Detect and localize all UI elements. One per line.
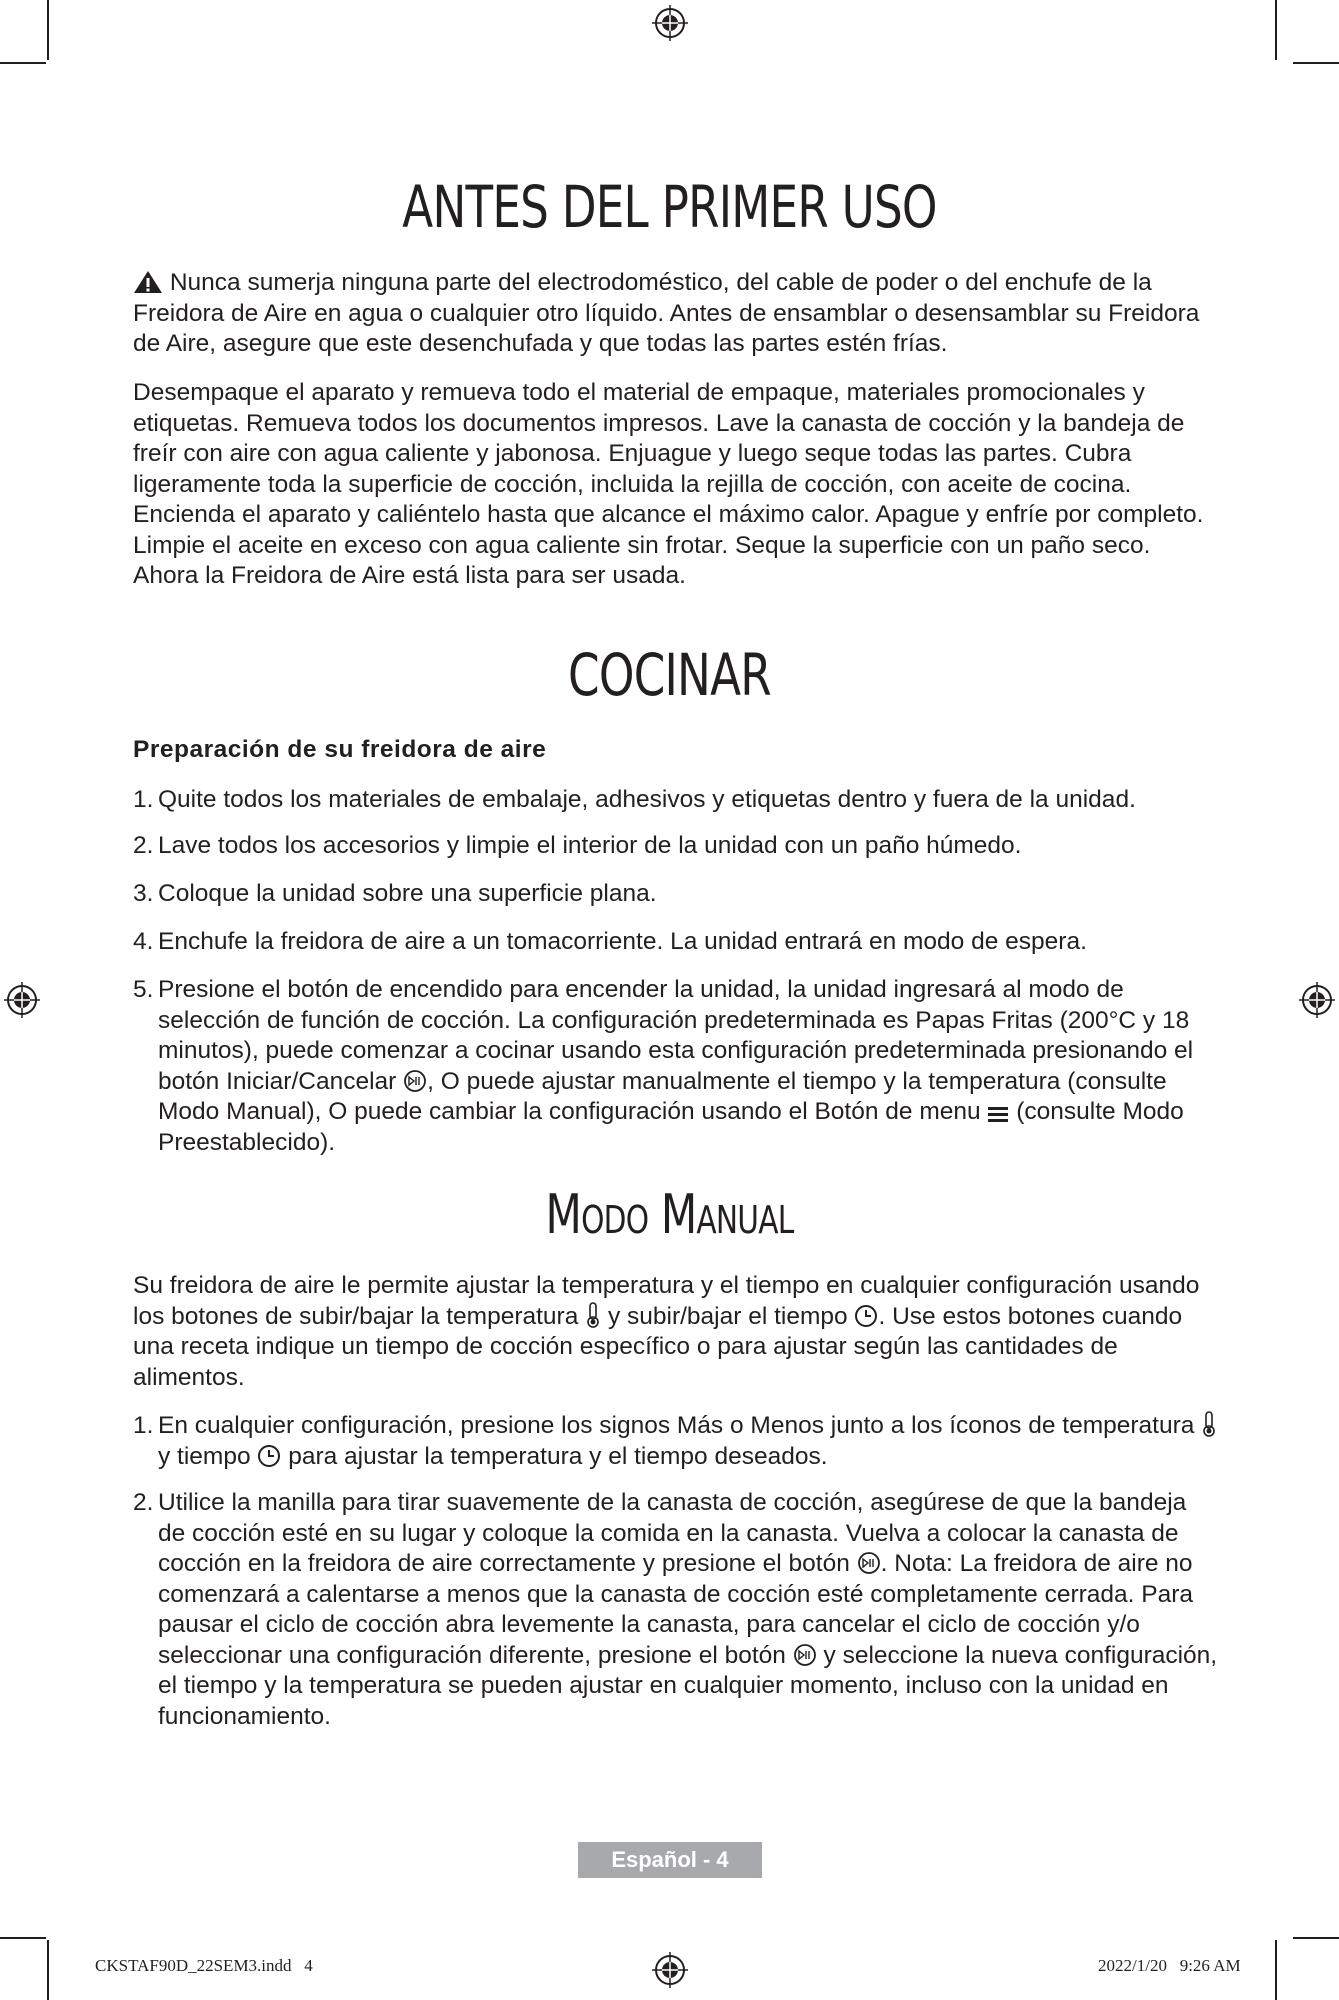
step-text: Quite todos los materiales de embalaje, adhesivos y etiquetas dentro y fuera de la unidad. <box>158 786 1136 813</box>
step-text: , O puede ajustar manualmente el tiempo y la temperatura (consulte Modo Manual), O puede cambiar la configuración usando el Botón de menu <box>158 1067 1167 1125</box>
manual-intro-text: y subir/bajar el tiempo <box>607 1302 848 1330</box>
clock-icon <box>854 1304 878 1328</box>
warning-paragraph <box>133 268 1213 360</box>
crop-mark <box>47 1940 49 2000</box>
start-cancel-icon <box>793 1643 817 1667</box>
page-number-badge: Español - 4 <box>578 1842 762 1878</box>
registration-mark-icon <box>1297 980 1337 1020</box>
step-text: Enchufe la freidora de aire a un tomacorriente. La unidad entrará en modo de espera. <box>158 928 1087 955</box>
warning-text: Nunca sumerja ninguna parte del electrodoméstico, del cable de poder o del enchufe de la Freidora de Aire en agua o cualquier otro líquido. Antes de ensamblar o desensamblar su Freidora de Aire, asegure que este desenchufada y que todas las partes estén frías. <box>133 269 1200 357</box>
prep-step <box>133 975 1218 1158</box>
step-number: 2. <box>133 832 154 859</box>
prep-step <box>133 879 1218 910</box>
prep-step <box>133 927 1218 958</box>
prep-step <box>133 831 1218 862</box>
menu-icon <box>987 1105 1009 1123</box>
crop-mark <box>0 1937 46 1939</box>
step-text: En cualquier configuración, presione los signos Más o Menos junto a los íconos de temperatura <box>158 1412 1195 1439</box>
manual-intro-paragraph <box>133 1271 1213 1393</box>
step-text: para ajustar la temperatura y el tiempo deseados. <box>288 1442 828 1470</box>
step-number: 1. <box>133 786 154 813</box>
step-number: 3. <box>133 880 154 907</box>
clock-icon <box>257 1444 281 1468</box>
prep-heading: Preparación de su freidora de aire <box>133 736 547 763</box>
registration-mark-icon <box>2 980 42 1020</box>
unpack-paragraph: Desempaque el aparato y remueva todo el material de empaque, materiales promocionales y etiquetas. Remueva todos los documentos impresos. Lave la canasta de cocción y la bandeja de freír con aire con agua caliente y jabonosa. Enjuague y luego seque todas las partes. Cubra ligeramente toda la superficie de cocción, incluida la rejilla de cocción, con aceite de cocina. Encienda el aparato y caliéntelo hasta que alcance el máximo calor. Apague y enfríe por completo. Limpie el aceite en exceso con agua caliente sin frotar. Seque la superficie con un paño seco. Ahora la Freidora de Aire está lista para ser usada. <box>133 379 1204 589</box>
step-number: 1. <box>133 1412 154 1439</box>
step-number: 2. <box>133 1489 154 1516</box>
slug-filename: CKSTAF90D_22SEM3.indd 4 <box>95 1956 313 1975</box>
temperature-icon <box>1201 1411 1217 1437</box>
step-text: (consulte Modo Preestablecido). <box>158 1098 1184 1156</box>
step-text: Utilice la manilla para tirar suavemente de la canasta de cocción, asegúrese de que la bandeja de cocción esté en su lugar y coloque la comida en la canasta. Vuelva a colocar la canasta de cocción en la freidora de aire correctamente y presione el botón <box>158 1489 1187 1577</box>
crop-mark <box>1293 1937 1339 1939</box>
step-text: . Nota: La freidora de aire no comenzará a calentarse a menos que la canasta de cocción esté completamente cerrada. Para pausar el ciclo de cocción abra levemente la canasta, para cancelar el ciclo de cocción y/o seleccionar una configuración diferente, presione el botón <box>158 1550 1194 1669</box>
step-number: 4. <box>133 928 154 955</box>
warning-icon <box>133 270 163 294</box>
start-cancel-icon <box>857 1551 881 1575</box>
step-text: y seleccione la nueva configuración, el tiempo y la temperatura se pueden ajustar en cualquier momento, incluso con la unidad en funcionamiento. <box>158 1641 1218 1730</box>
section-title-manual-mode: Modo Manual <box>545 1183 794 1246</box>
temperature-icon <box>585 1302 601 1328</box>
manual-intro-text: . Use estos botones cuando una receta indique un tiempo de cocción específico o para ajustar según las cantidades de alimentos. <box>133 1302 1183 1391</box>
start-cancel-icon <box>403 1069 427 1093</box>
crop-mark <box>1293 62 1339 64</box>
manual-intro-text: Su freidora de aire le permite ajustar la temperatura y el tiempo en cualquier configuración usando los botones de subir/bajar la temperatura <box>133 1272 1200 1330</box>
prep-step <box>133 785 1218 816</box>
registration-mark-icon <box>650 3 690 43</box>
crop-mark <box>1275 0 1277 60</box>
step-text: Presione el botón de encendido para encender la unidad, la unidad ingresará al modo de selección de función de cocción. La configuración predeterminada es Papas Fritas (200°C y 18 minutos), puede comenzar a cocinar usando esta configuración predeterminada presionando el botón Iniciar/Cancelar <box>158 976 1194 1095</box>
slug-date: 2022/1/20 9:26 AM <box>1098 1956 1241 1975</box>
manual-step <box>133 1411 1218 1472</box>
step-text: y tiempo <box>158 1442 251 1470</box>
section-title-before-first-use: ANTES DEL PRIMER USO <box>402 173 937 241</box>
registration-mark-icon <box>650 1950 690 1990</box>
crop-mark <box>1275 1940 1277 2000</box>
step-text: Lave todos los accesorios y limpie el interior de la unidad con un paño húmedo. <box>158 832 1022 859</box>
crop-mark <box>47 0 49 60</box>
manual-step <box>133 1488 1218 1732</box>
step-text: Coloque la unidad sobre una superficie plana. <box>158 880 657 907</box>
section-title-cook: COCINAR <box>568 641 771 709</box>
step-number: 5. <box>133 976 154 1003</box>
crop-mark <box>0 62 46 64</box>
